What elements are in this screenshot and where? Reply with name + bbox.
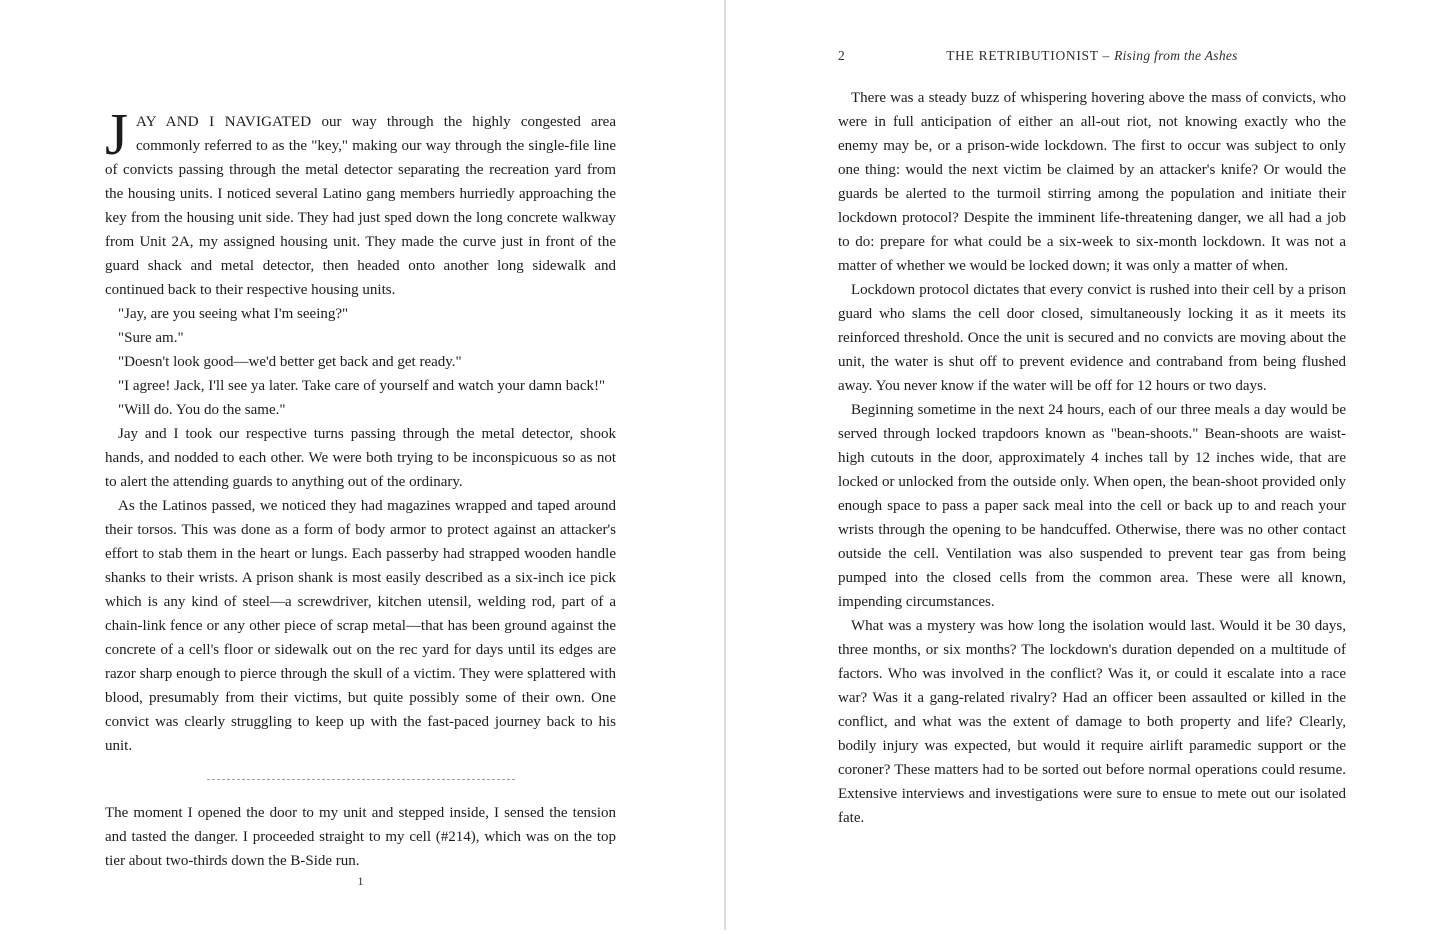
scene-break-divider	[207, 779, 515, 780]
paragraph: As the Latinos passed, we noticed they had magazines wrapped and taped around their torsos. This was done as a form of body armor to protect against an attacker's effort to stab them in the heart or lungs. Each passerby had strapped wooden handle shanks to their wrists. A prison shank is most easily described as a six-inch ice pick which is any kind of steel—a screwdriver, kitchen utensil, welding rod, part of a chain-link fence or any other piece of scrap metal—that has been ground against the concrete of a cell's floor or sidewalk out on the rec yard for days until its edges are razor sharp enough to pierce through the skull of a victim. They were splattered with blood, presumably from their victims, but quite possibly some of their own. One convict was clearly struggling to keep up with the fast-paced journey back to his unit.	[105, 498, 616, 754]
page-left	[105, 101, 616, 889]
dialogue-line: "Will do. You do the same."	[118, 402, 286, 418]
page-number-right: 2	[838, 48, 845, 63]
dialogue-line: "I agree! Jack, I'll see ya later. Take care of yourself and watch your damn back!"	[118, 378, 606, 394]
paragraph-text: our way through the highly congested area commonly referred to as the "key," making our way through the single-file line of convicts passing through the metal detector separating the recreation yard from the housing units. I noticed several Latino gang members hurriedly approaching the key from the housing unit side. They had just sped down the long concrete walkway from Unit 2A, my assigned housing unit. They made the curve just in front of the guard shack and metal detector, then headed onto another long sidewalk and continued back to their respective housing units.	[105, 114, 616, 298]
book-title: THE RETRIBUTIONIST –	[946, 48, 1110, 63]
page-gutter-divider	[724, 0, 726, 930]
dialogue-line: "Sure am."	[118, 330, 184, 346]
paragraph: What was a mystery was how long the isolation would last. Would it be 30 days, three months, or six months? The lockdown's duration depended on a multitude of factors. Who was involved in the conflict? Was it, or could it escalate into a race war? Was it a gang-related rivalry? Had an officer been assaulted or killed in the conflict, and what was the extent of damage to both property and life? Clearly, bodily injury was expected, but would it require airlift paramedic support or the coroner? These matters had to be sorted out before normal operations could resume. Extensive interviews and investigations were sure to ensue to mete out our isolated fate.	[838, 618, 1346, 826]
drop-cap: J	[105, 101, 128, 167]
paragraph: Beginning sometime in the next 24 hours, each of our three meals a day would be served through locked trapdoors known as "bean-shoots." Bean-shoots are waist-high cutouts in the door, approximately 4 inches tall by 12 inches wide, that are locked or unlocked from the outside only. When open, the bean-shoot provided only enough space to pass a paper sack meal into the cell or back up to and reach your wrists through the opening to be handcuffed. Otherwise, there was no other contact outside the cell. Ventilation was also suspended to prevent tear gas from being pumped into the closed cells from the common area. These were all known, impending circumstances.	[838, 402, 1346, 610]
dialogue-line: "Jay, are you seeing what I'm seeing?"	[118, 306, 349, 322]
running-header-title	[838, 47, 1346, 65]
running-header	[838, 47, 1346, 65]
opening-paragraph	[105, 101, 616, 302]
paragraph: Lockdown protocol dictates that every convict is rushed into their cell by a prison guard who slams the cell door closed, simultaneously locking it as it meets its reinforced threshold. Once the unit is secured and no convicts are moving about the unit, the water is shut off to prevent evidence and contraband from being flushed away. You never know if the water will be off for 12 hours or two days.	[838, 282, 1346, 394]
paragraph: Jay and I took our respective turns passing through the metal detector, shook hands, and nodded to each other. We were both trying to be inconspicuous so as not to alert the attending guards to anything out of the ordinary.	[105, 426, 616, 490]
dialogue-line: "Doesn't look good—we'd better get back and get ready."	[118, 354, 462, 370]
opening-caps-text: AY AND I NAVIGATED	[135, 114, 312, 130]
book-subtitle: Rising from the Ashes	[1114, 48, 1238, 63]
page-number-left: 1	[357, 874, 364, 888]
paragraph: The moment I opened the door to my unit and stepped inside, I sensed the tension and tasted the danger. I proceeded straight to my cell (#214), which was on the top tier about two-thirds down the B-Side run.	[105, 805, 616, 869]
page-right	[838, 86, 1346, 830]
paragraph: There was a steady buzz of whispering hovering above the mass of convicts, who were in full anticipation of either an all-out riot, not knowing exactly who the enemy may be, or a prison-wide lockdown. The first to occur was subject to only one thing: would the next victim be claimed by an attacker's knife? Or would the guards be alerted to the turmoil stirring among the population and initiate their lockdown protocol? Despite the imminent life-threatening danger, we all had a job to do: prepare for what could be a six-week to six-month lockdown. It was not a matter of whether we would be locked down; it was only a matter of when.	[838, 90, 1346, 274]
